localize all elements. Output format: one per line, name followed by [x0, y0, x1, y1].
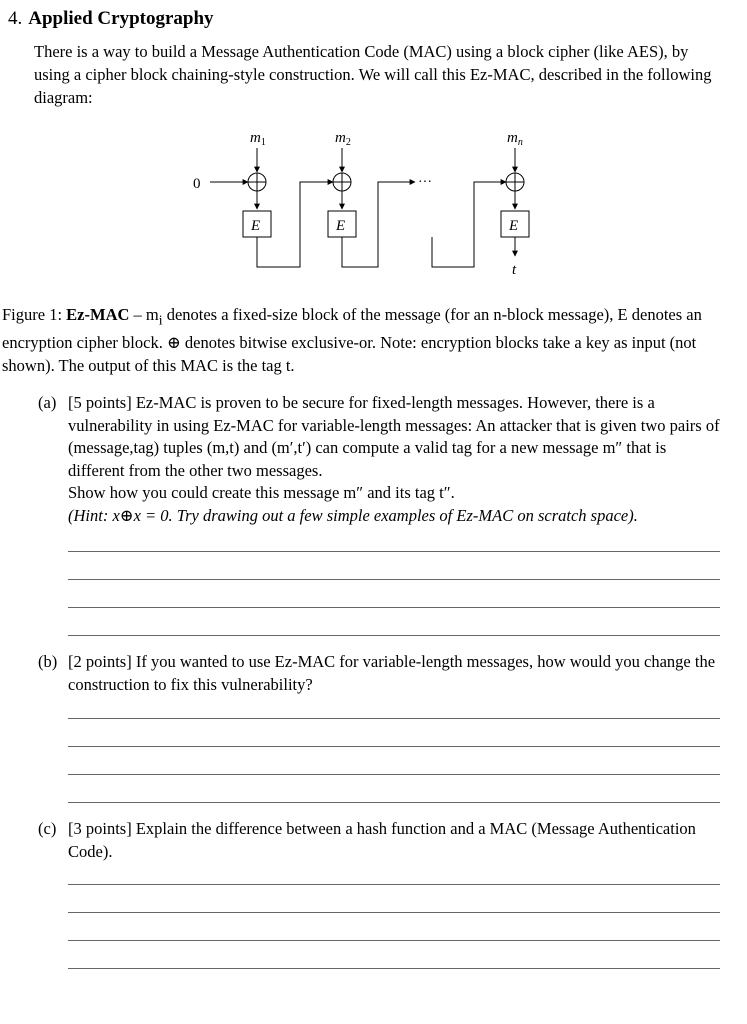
answer-line[interactable]: [68, 607, 720, 608]
question-b-points: [2 points]: [68, 652, 132, 671]
answer-line[interactable]: [68, 802, 720, 803]
answer-line[interactable]: [68, 884, 720, 885]
cipher-label-1: E: [251, 218, 261, 234]
question-a-instruction: Show how you could create this message m″ and its tag t″.: [68, 483, 455, 502]
answer-line[interactable]: [68, 551, 720, 552]
m1-label: $m_1$: [250, 130, 266, 148]
answer-line[interactable]: [68, 635, 720, 636]
answer-line[interactable]: [68, 968, 720, 969]
section-title: [8, 8, 214, 30]
answer-line[interactable]: [68, 912, 720, 913]
question-a-hint: (Hint: x⊕x = 0. Try drawing out a few simple examples of Ez-MAC on scratch space).: [68, 506, 638, 525]
tag-label: t: [512, 262, 517, 278]
answer-line[interactable]: [68, 940, 720, 941]
cipher-label-n: E: [509, 218, 519, 234]
answer-line[interactable]: [68, 746, 720, 747]
section-title-text: Applied Cryptography: [28, 8, 214, 29]
m2-label: $m_2$: [335, 130, 351, 148]
question-a-points: [5 points]: [68, 393, 132, 412]
question-a: [68, 392, 723, 482]
question-c-points: [3 points]: [68, 819, 132, 838]
mn-label: $m_n$: [507, 130, 523, 148]
question-c-text: Explain the difference between a hash function and a MAC (Message Authentication Code).: [68, 819, 696, 861]
question-a-label: (a): [38, 393, 57, 412]
chain-2: [342, 182, 415, 267]
question-c: [68, 818, 723, 863]
question-b-label: (b): [38, 652, 58, 671]
iv-label: 0: [193, 176, 201, 192]
question-b: [68, 651, 723, 696]
figure-name: Ez-MAC: [66, 305, 130, 324]
cipher-label-2: E: [336, 218, 346, 234]
answer-line[interactable]: [68, 579, 720, 580]
question-b-text: If you wanted to use Ez-MAC for variable-length messages, how would you change the construction to fix this vulnerability?: [68, 652, 716, 694]
answer-line[interactable]: [68, 774, 720, 775]
section-number: 4.: [8, 8, 23, 29]
answer-line[interactable]: [68, 718, 720, 719]
figure-caption: Figure 1: $Ez-MAC - m_i$ denotes a fixed-size block of the message (for an n-block message), E denotes an encryption cipher block. ⊕ denotes bitwise exclusive-or. Note: encryption blocks take a key as input (not shown). The output of this MAC is the tag t.: [2, 305, 702, 376]
intro-paragraph: There is a way to build a Message Authentication Code (MAC) using a block cipher (like AES), by using a cipher block chaining-style construction. We will call this Ez-MAC, described in the following diagram:: [34, 42, 712, 107]
question-a-text: Ez-MAC is proven to be secure for fixed-length messages. However, there is a vulnerability in using Ez-MAC for variable-length messages: An attacker that is given two pairs of (message,tag) tuples (m,t) and (m′,t′) can compute a valid tag for a new message m″ that is different from the other two messages.: [68, 393, 720, 480]
chain-n: [432, 182, 506, 267]
ez-mac-diagram: [180, 120, 560, 280]
ellipsis: ···: [418, 175, 432, 190]
question-c-label: (c): [38, 819, 57, 838]
figure-label: Figure 1:: [2, 305, 63, 324]
chain-1: [257, 182, 333, 267]
